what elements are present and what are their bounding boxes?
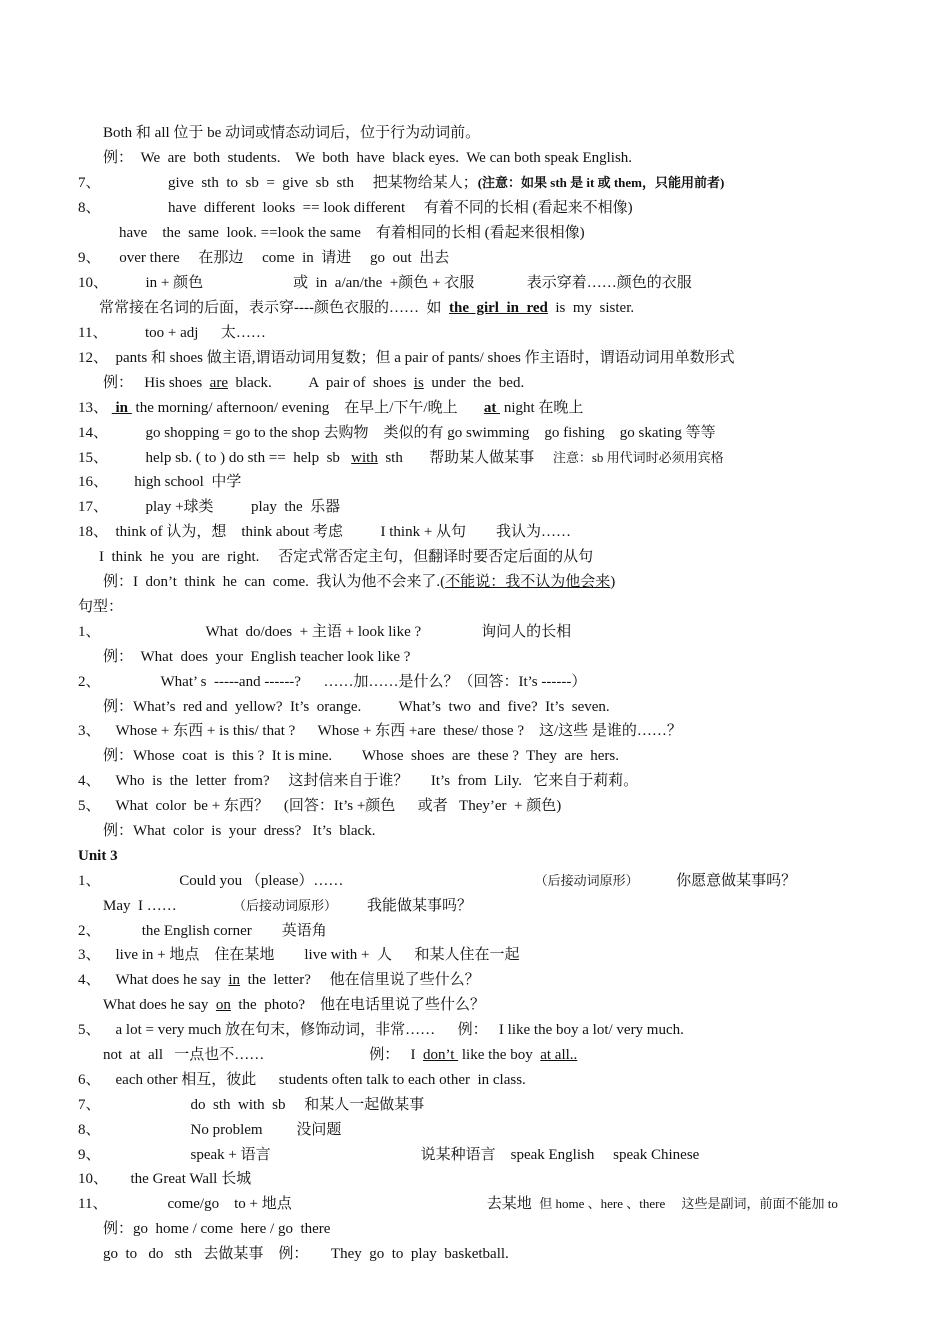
text-run: What does he say — [103, 997, 216, 1013]
text-line: 16、 high school 中学 — [78, 474, 242, 490]
text-line — [103, 996, 485, 1014]
underlined-word: on — [215, 997, 231, 1013]
text-line — [103, 573, 615, 591]
text-line — [78, 872, 796, 890]
text-run: under the bed. — [423, 375, 525, 391]
text-line: 12、 pants 和 shoes 做主语,谓语动词用复数；但 a pair of pants/ shoes 作主语时，谓语动词用单数形式 — [78, 350, 735, 366]
text-line: go to do sth 去做某事 例： They go to play basketball. — [103, 1246, 509, 1262]
text-run: 例：I don’t think he can come. 我认为他不会来了.( — [103, 574, 446, 590]
text-line: 5、 a lot = very much 放在句末，修饰动词，非常…… 例： I like the boy a lot/ very much. — [78, 1022, 684, 1038]
text-run: like the boy — [458, 1047, 541, 1063]
text-run: May I …… — [103, 898, 233, 914]
text-line: 2、 the English corner 英语角 — [78, 923, 327, 939]
text-run: sth 帮助某人做某事 — [377, 450, 553, 466]
text-line — [78, 449, 724, 467]
text-line — [78, 971, 480, 989]
text-run: 例： His shoes — [103, 375, 210, 391]
text-run: the letter? 他在信里说了些什么？ — [240, 972, 480, 988]
underlined-word: are — [209, 375, 228, 391]
text-line: 11、 too + adj 太…… — [78, 325, 266, 341]
underlined-phrase: 不能说：我不认为他会来 — [445, 574, 611, 590]
text-line: 例： We are both students. We both have black eyes. We can both speak English. — [103, 150, 633, 166]
text-run: 15、 help sb. ( to ) do sth == help sb — [78, 450, 352, 466]
text-run: is my sister. — [547, 300, 635, 316]
text-run: the photo? 他在电话里说了些什么？ — [230, 997, 486, 1013]
text-run: 我能做某事吗？ — [337, 898, 473, 914]
text-line: 14、 go shopping = go to the shop 去购物 类似的有 go swimming go fishing go skating 等等 — [78, 425, 716, 441]
text-run: 13、 — [78, 400, 112, 416]
text-run: 你愿意做某事吗？ — [638, 873, 797, 889]
text-line: 例：What’s red and yellow? It’s orange. What’s two and five? It’s seven. — [103, 699, 610, 715]
text-line: 4、 Who is the letter from? 这封信来自于谁？ It’s from Lily. 它来自于莉莉。 — [78, 773, 639, 789]
unit-heading: Unit 3 — [78, 848, 118, 864]
text-line: 9、 over there 在那边 come in 请进 go out 出去 — [78, 250, 450, 266]
text-line: 10、 in + 颜色 或 in a/an/the +颜色 + 衣服 表示穿着……颜色的衣服 — [78, 275, 692, 291]
underlined-word: in — [228, 972, 241, 988]
underlined-word: at — [483, 400, 501, 416]
text-run: 7、 give sth to sb = give sb sth 把某物给某人； — [78, 175, 478, 191]
text-line: 6、 each other 相互，彼此 students often talk to each other in class. — [78, 1072, 526, 1088]
text-line: 例：What color is your dress? It’s black. — [103, 823, 376, 839]
text-line: 例： What does your English teacher look like ? — [103, 649, 411, 665]
text-line: 1、 What do/does + 主语 + look like ? 询问人的长相 — [78, 624, 572, 640]
text-line: 5、 What color be + 东西？ (回答：It’s +颜色 或者 They’er + 颜色) — [78, 798, 562, 814]
underlined-phrase: at all.. — [540, 1047, 578, 1063]
text-line: 8、 have different looks == look different 有着不同的长相 (看起来不相像) — [78, 200, 633, 216]
text-line — [99, 299, 634, 317]
text-run: the morning/ afternoon/ evening 在早上/下午/晚上 — [131, 400, 484, 416]
note-small: 但 home 、here 、there 这些是副词，前面不能加 to — [539, 1196, 838, 1211]
text-run: ) — [610, 574, 616, 590]
text-line: 例：Whose coat is this ? It is mine. Whose shoes are these ? They are hers. — [103, 748, 619, 764]
text-line: have the same look. ==look the same 有着相同的长相 (看起来很相像) — [119, 225, 585, 241]
text-line: 8、 No problem 没问题 — [78, 1122, 342, 1138]
section-label: 句型： — [78, 599, 124, 615]
text-run: not at all 一点也不…… 例： I — [103, 1047, 423, 1063]
underlined-word: is — [413, 375, 424, 391]
text-line — [78, 1195, 838, 1213]
note-small: （后接动词原形） — [534, 873, 639, 888]
note-bold: (注意：如果 sth 是 it 或 them，只能用前者) — [477, 175, 725, 190]
text-line: 例：go home / come here / go there — [103, 1221, 331, 1237]
text-run: night 在晚上 — [500, 400, 584, 416]
text-line — [103, 1046, 577, 1064]
text-line: 2、 What’ s -----and ------? ……加……是什么？（回答：It’s ------） — [78, 674, 587, 690]
text-line — [103, 374, 524, 392]
text-run: 11、 come/go to + 地点 去某地 — [78, 1196, 540, 1212]
underlined-word: in — [111, 400, 132, 416]
text-line: 10、 the Great Wall 长城 — [78, 1171, 252, 1187]
text-line: 3、 Whose + 东西 + is this/ that ? Whose + 东西 +are these/ those ? 这/这些 是谁的……？ — [78, 723, 682, 739]
underlined-word: don’t — [422, 1047, 459, 1063]
text-line: 3、 live in + 地点 住在某地 live with + 人 和某人住在一起 — [78, 947, 520, 963]
text-run: 常常接在名词的后面，表示穿----颜色衣服的…… 如 — [99, 300, 449, 316]
note-small: （后接动词原形） — [233, 898, 338, 913]
text-line — [103, 897, 472, 915]
text-line: I think he you are right. 否定式常否定主句，但翻译时要否定后面的从句 — [99, 549, 594, 565]
text-run: 1、 Could you （please）…… — [78, 873, 535, 889]
text-line: 17、 play +球类 play the 乐器 — [78, 499, 341, 515]
text-run: black. A pair of shoes — [227, 375, 414, 391]
underlined-phrase: the girl in red — [448, 300, 548, 316]
text-line: Both 和 all 位于 be 动词或情态动词后，位于行为动词前。 — [103, 125, 481, 141]
text-line: 9、 speak + 语言 说某种语言 speak English speak Chinese — [78, 1147, 700, 1163]
underlined-word: with — [351, 450, 378, 466]
text-line: 18、 think of 认为，想 think about 考虑 I think + 从句 我认为…… — [78, 524, 572, 540]
text-line: 7、 do sth with sb 和某人一起做某事 — [78, 1097, 425, 1113]
text-line — [78, 399, 583, 417]
text-line — [78, 174, 724, 192]
note-small: 注意：sb 用代词时必须用宾格 — [552, 450, 724, 465]
text-run: 4、 What does he say — [78, 972, 229, 988]
